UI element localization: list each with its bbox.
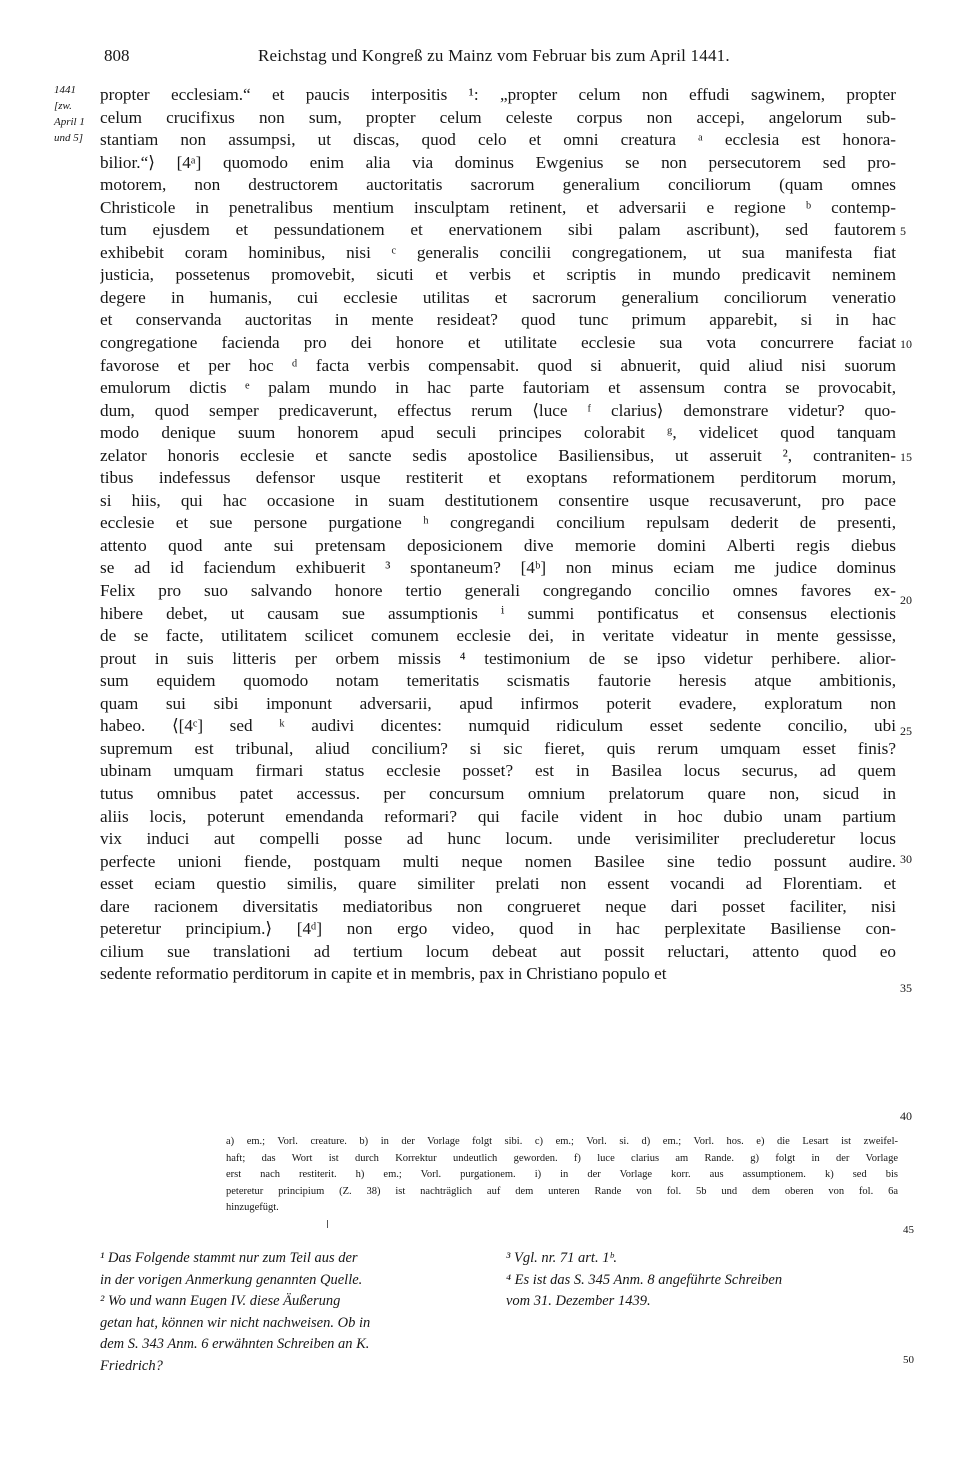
line-number: 35 [900, 981, 912, 995]
text-line: aliis locis, poterunt emendanda reformari? qui facile vident in hoc dubio unam partium [100, 806, 896, 826]
footnotes-right-column [506, 1248, 906, 1313]
apparatus-line: peteretur principium (Z. 38) ist nachträglich auf dem unteren Rande von fol. 5b und dem oberen von fol. 6a [226, 1185, 898, 1197]
line-number: 15 [900, 450, 912, 464]
text-line: si hiis, qui hac occasione in suam destitutionem consentire usque recusaverunt, pro pace [100, 490, 896, 510]
text-line: bilior.“⟩ [4ᵃ] quomodo enim alia via dominus Ewgenius se non persecutorem sed pro- [100, 152, 896, 172]
text-line: justicia, possetenus promovebit, sicuti et verbis et scriptis in mundo predicavit neminem [100, 265, 896, 285]
line-number: 10 [900, 337, 912, 351]
text-line: dare racionem diversitatis mediatoribus non congrueret neque dari posset faciliter, nisi [100, 896, 896, 916]
text-line: hibere debet, ut causam sue assumptionis ⁱ summi pontificatus et consensus electionis [100, 603, 896, 623]
margin-note-line: [zw. [54, 100, 72, 112]
text-line: celum crucifixus non sum, propter celum celeste corpus non accepi, angelorum sub- [100, 107, 896, 127]
critical-apparatus [226, 1134, 898, 1217]
text-line: se ad id faciendum exhibuerit ³ spontaneum? [4ᵇ] non minus eciam me judice dominus [100, 558, 896, 578]
text-line: vix induci aut compelli posse ad hunc locum. unde verisimiliter precluderetur locus [100, 829, 896, 849]
apparatus-line: a) em.; Vorl. creature. b) in der Vorlage folgt sibi. c) em.; Vorl. si. d) em.; Vorl. hos. e) die Lesart ist zweifel- [226, 1136, 898, 1147]
footnote-line: dem S. 343 Anm. 6 erwähnten Schreiben an K. [100, 1336, 370, 1352]
footnote-line: in der vorigen Anmerkung genannten Quelle. [100, 1271, 363, 1288]
text-line: cilium sue translationi ad tertium locum debeat aut possit reluctari, attento quod eo [100, 941, 896, 961]
footnote-line: ¹ Das Folgende stammt nur zum Teil aus der [100, 1250, 358, 1266]
footnote-line: ² Wo und wann Eugen IV. diese Äußerung [100, 1293, 341, 1309]
line-number: 20 [900, 593, 912, 607]
text-line: attento quod ante sui pretensam deposicionem dive memorie domini Alberti regis diebus [100, 535, 896, 555]
footnote-line: ⁴ Es ist das S. 345 Anm. 8 angeführte Schreiben [506, 1271, 783, 1288]
page-number: 808 [104, 46, 130, 65]
margin-note-line: 1441 [54, 84, 76, 96]
footnote-line: getan hat, können wir nicht nachweisen. Ob in [100, 1314, 371, 1331]
text-line: favorose et per hoc ᵈ facta verbis compensabit. quod si abnuerit, quid aliud nisi suorum [100, 355, 896, 375]
text-line: tibus indefessus defensor usque restiterit et exoptans reformationem perditorum morum, [100, 468, 896, 488]
line-number: 45 [903, 1224, 914, 1236]
text-line: tutus omnibus patet accessus. per concursum omnium prelatorum quare non, sicud in [100, 783, 896, 803]
text-line: sedente reformatio perditorum in capite et in membris, pax in Christiano populo et [100, 964, 667, 984]
text-line: de se facte, utilitatem scilicet comunem ecclesie dei, in veritate videatur in mente gessisse, [100, 626, 896, 646]
printer-mark [327, 1220, 328, 1228]
text-line: habeo. ⟨[4ᶜ] sed ᵏ audivi dicentes: numquid ridiculum esset sedente concilio, ubi [100, 716, 896, 736]
text-line: ecclesie et sue persone purgatione ʰ congregandi concilium repulsam dederit de presenti, [100, 513, 896, 533]
text-line: dum, quod semper predicaverunt, effectus rerum ⟨luce ᶠ clarius⟩ demonstrare videtur? quo- [100, 400, 896, 420]
text-line: quam sui sibi imponunt adversarii, apud infirmos poterit evadere, exploratum non [100, 693, 896, 713]
text-line: Felix pro suo salvando honore tertio generali congregando concilio omnes favores ex- [100, 581, 896, 601]
text-line: degere in humanis, cui ecclesie utilitas et sacrorum generalium conciliorum veneratio [100, 287, 896, 307]
margin-note-line: und 5] [54, 132, 84, 144]
line-number: 5 [900, 224, 906, 238]
text-line: peteretur principium.⟩ [4ᵈ] non ergo video, quod in hac perplexitate Basiliense con- [100, 919, 896, 939]
text-line: zelator honoris ecclesie et sancte sedis apostolice Basiliensibus, ut asseruit ², contraniten- [100, 445, 896, 465]
text-line: et conservanda auctoritas in mente resideat? quod tunc primum apparebit, si in hac [100, 310, 896, 330]
text-line: congregatione facienda pro dei honore et utilitate ecclesie sua vota concurrere faciat [100, 333, 896, 353]
text-line: motorem, non destructorem auctoritatis sacrorum generalium conciliorum (quam omnes [100, 175, 896, 195]
text-line: prout in suis litteris per orbem missis ⁴ testimonium de se ipso videtur perhibere. alior- [100, 648, 896, 668]
footnote-line: Friedrich? [100, 1357, 163, 1374]
margin-date-note [54, 82, 98, 146]
text-line: stantiam non assumpsi, ut discas, quod celo et omni creatura ᵃ ecclesia est honora- [100, 130, 896, 150]
main-text [100, 84, 896, 986]
line-number: 40 [900, 1109, 912, 1123]
text-line: emulorum dictis ᵉ palam mundo in hac parte fautoriam et assensum contra se provocabit, [100, 378, 896, 398]
text-line: sum equidem quomodo notam temeritatis scismatis fautorie heresis atque ambitionis, [100, 671, 896, 691]
apparatus-line: hinzugefügt. [226, 1202, 279, 1213]
line-number: 25 [900, 724, 912, 738]
text-line: esset eciam questio similis, quare similiter prelati non essent vocandi ad Florentiam. et [100, 874, 896, 894]
text-line: perfecte unioni fiende, postquam multi neque nomen Basilee sine tedio possunt audire. [100, 851, 896, 871]
text-line: exhibebit coram hominibus, nisi ᶜ generalis concilii congregationem, ut sua manifesta fiat [100, 242, 896, 262]
apparatus-line: haft; das Wort ist durch Korrektur undeutlich geworden. f) luce clarius am Rande. g) folgt in der Vorlage [226, 1152, 898, 1164]
line-number: 50 [903, 1354, 914, 1366]
footnote-line: vom 31. Dezember 1439. [506, 1293, 651, 1309]
text-line: modo denique suum honorem apud seculi principes colorabit ᵍ, videlicet quod tanquam [100, 423, 896, 443]
line-number: 30 [900, 852, 912, 866]
text-line: ubinam umquam firmari status ecclesie posset? est in Basilea locus securus, ad quem [100, 761, 896, 781]
footnotes-left-column [100, 1248, 490, 1377]
text-line: Christicole in penetralibus mentium insculptam retinent, et adversarii e regione ᵇ contemp- [100, 197, 896, 217]
text-line: supremum est tribunal, aliud concilium? si sic fieret, quis rerum umquam esset finis? [100, 738, 896, 758]
margin-note-line: April 1 [54, 116, 85, 128]
text-line: tum ejusdem et pessundationem et enervationem sibi palam ascribunt), sed fautorem [100, 220, 896, 240]
running-title: Reichstag und Kongreß zu Mainz vom Februar bis zum April 1441. [258, 46, 730, 65]
footnote-line: ³ Vgl. nr. 71 art. 1ᵇ. [506, 1250, 617, 1266]
apparatus-line: erst nach restiterit. h) em.; Vorl. purgationem. i) in der Vorlage korr. aus assumptionem. k) sed bis [226, 1169, 898, 1180]
text-line: propter ecclesiam.“ et paucis interpositis ¹: „propter celum non effudi sagwinem, propter [100, 85, 896, 104]
